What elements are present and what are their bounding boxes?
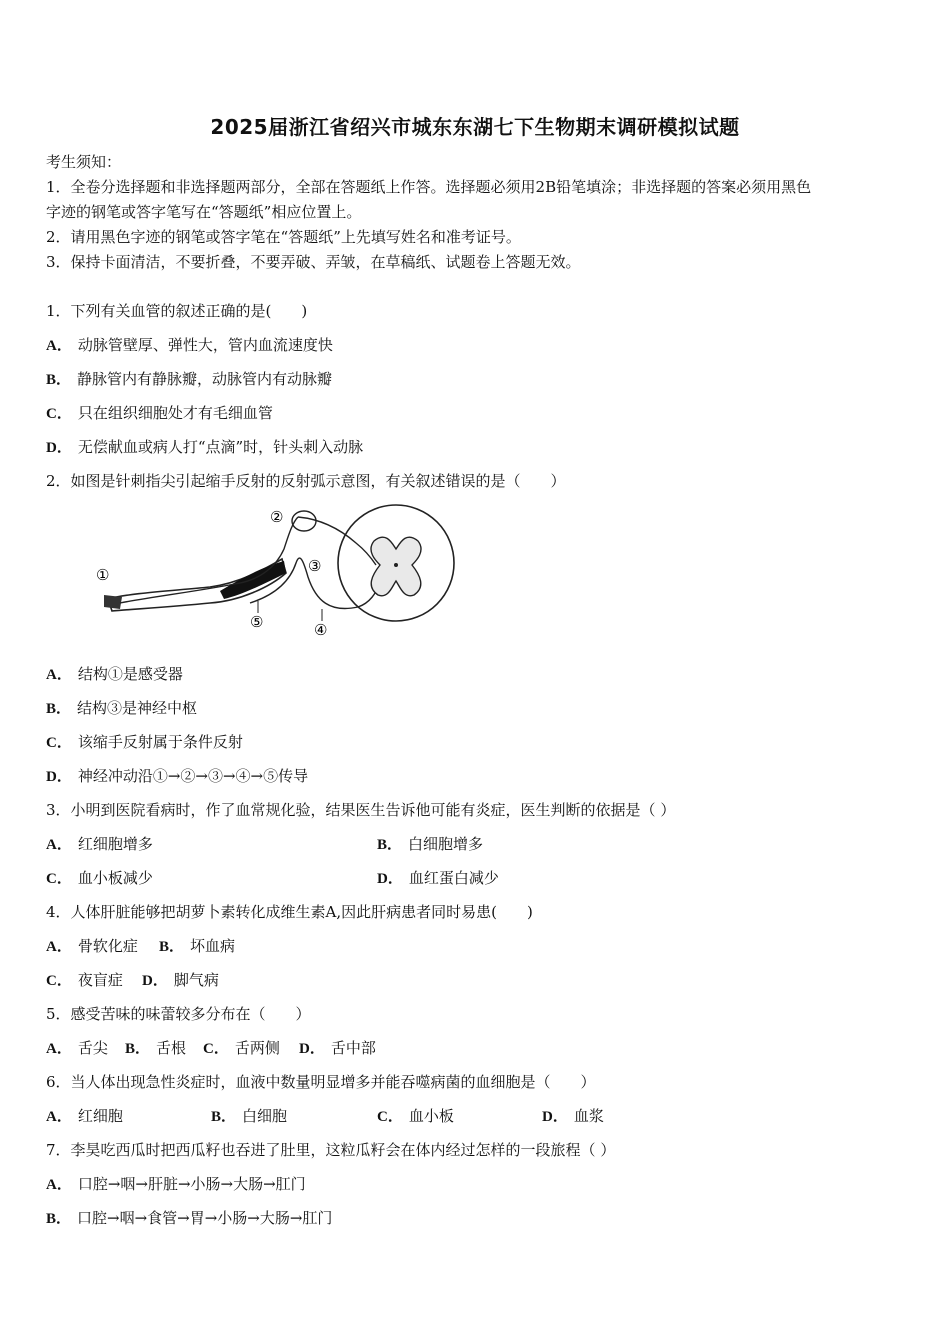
notice-item: 2．请用黑色字迹的钢笔或答字笔在“答题纸”上先填写姓名和准考证号。 [46,228,521,246]
question-1-option-c[interactable] [46,403,273,424]
reflex-arc-diagram [90,503,470,648]
option-text: 白细胞增多 [408,835,484,853]
option-letter: B． [46,1211,72,1227]
option-letter: C． [46,973,72,989]
exam-title: 2025届浙江省绍兴市城东东湖七下生物期末调研模拟试题 [210,115,740,139]
diagram-label-3: ③ [308,557,322,575]
notice-item: 字迹的钢笔或答字笔写在“答题纸”相应位置上。 [46,203,362,221]
option-letter: D． [299,1041,325,1057]
option-text: 结构③是神经中枢 [77,699,198,717]
option-letter: D． [542,1109,568,1125]
option-letter: B． [46,701,72,717]
question-1-stem: 1．下列有关血管的叙述正确的是( ) [46,302,308,320]
option-text: 红细胞 [77,1107,123,1125]
option-letter: D． [46,769,72,785]
option-letter: A． [46,1109,72,1125]
notice-heading: 考生须知： [46,153,122,171]
question-3-option-d[interactable] [377,868,499,889]
option-letter: C． [46,871,72,887]
central-canal [394,563,398,567]
question-4-option-d[interactable] [142,970,219,991]
option-text: 舌中部 [330,1039,376,1057]
question-5-stem: 5．感受苦味的味蕾较多分布在（ ） [46,1005,311,1023]
option-text: 舌根 [156,1039,187,1057]
option-text: 血小板 [408,1107,454,1125]
question-2-option-b[interactable] [46,698,197,719]
question-7-option-b[interactable] [46,1208,332,1229]
option-letter: C． [46,735,72,751]
option-letter: D． [142,973,168,989]
sensory-nerve [120,517,298,603]
notice-item: 1．全卷分选择题和非选择题两部分，全部在答题纸上作答。选择题必须用2B铅笔填涂；非选择题的答案必须用黑色 [46,178,812,196]
option-text: 只在组织细胞处才有毛细血管 [77,404,273,422]
question-3-option-b[interactable] [377,834,483,855]
diagram-label-2: ② [270,508,284,526]
option-text: 动脉管壁厚、弹性大，管内血流速度快 [77,336,333,354]
option-text: 神经冲动沿①→②→③→④→⑤传导 [77,767,309,785]
question-4-stem: 4．人体肝脏能够把胡萝卜素转化成维生素A,因此肝病患者同时易患( ) [46,903,533,921]
diagram-label-5: ⑤ [250,613,264,631]
option-text: 该缩手反射属于条件反射 [77,733,243,751]
option-text: 舌尖 [77,1039,108,1057]
option-letter: C． [203,1041,229,1057]
option-text: 血浆 [573,1107,604,1125]
question-2-stem: 2．如图是针刺指尖引起缩手反射的反射弧示意图，有关叙述错误的是（ ） [46,472,566,490]
fingertip [104,595,122,609]
option-letter: D． [46,440,72,456]
question-6-option-a[interactable] [46,1106,123,1127]
question-1-option-b[interactable] [46,369,332,390]
question-3-stem: 3．小明到医院看病时，作了血常规化验，结果医生告诉他可能有炎症，医生判断的依据是（ ） [46,801,676,819]
question-5-option-c[interactable] [203,1038,280,1059]
diagram-label-1: ① [96,566,110,584]
question-6-stem: 6．当人体出现急性炎症时，血液中数量明显增多并能吞噬病菌的血细胞是（ ） [46,1073,596,1091]
question-1-option-d[interactable] [46,437,363,458]
option-text: 口腔→咽→食管→胃→小肠→大肠→肛门 [77,1209,333,1227]
question-4-option-a[interactable] [46,936,138,957]
option-letter: D． [377,871,403,887]
question-2-option-c[interactable] [46,732,243,753]
option-text: 白细胞 [242,1107,288,1125]
option-text: 坏血病 [190,937,236,955]
diagram-label-4: ④ [314,621,328,639]
option-text: 血小板减少 [77,869,153,887]
question-1-option-a[interactable] [46,335,333,356]
question-3-option-a[interactable] [46,834,153,855]
option-text: 脚气病 [173,971,219,989]
option-letter: A． [46,837,72,853]
option-text: 血红蛋白减少 [408,869,499,887]
question-7-stem: 7．李昊吃西瓜时把西瓜籽也吞进了肚里，这粒瓜籽会在体内经过怎样的一段旅程（ ） [46,1141,616,1159]
option-letter: A． [46,338,72,354]
option-text: 红细胞增多 [77,835,153,853]
question-2-option-d[interactable] [46,766,308,787]
option-letter: C． [377,1109,403,1125]
question-5-option-b[interactable] [125,1038,186,1059]
option-letter: B． [46,372,72,388]
option-text: 结构①是感受器 [77,665,183,683]
option-text: 夜盲症 [77,971,123,989]
notice-item: 3．保持卡面清洁，不要折叠，不要弄破、弄皱，在草稿纸、试题卷上答题无效。 [46,253,581,271]
option-letter: A． [46,1041,72,1057]
option-letter: B． [377,837,403,853]
option-text: 骨软化症 [77,937,138,955]
question-7-option-a[interactable] [46,1174,306,1195]
option-text: 静脉管内有静脉瓣，动脉管内有动脉瓣 [77,370,333,388]
question-6-option-c[interactable] [377,1106,454,1127]
question-5-option-d[interactable] [299,1038,376,1059]
question-5-option-a[interactable] [46,1038,108,1059]
option-text: 舌两侧 [234,1039,280,1057]
option-letter: C． [46,406,72,422]
option-letter: A． [46,939,72,955]
option-letter: A． [46,667,72,683]
question-2-option-a[interactable] [46,664,183,685]
option-letter: B． [211,1109,237,1125]
option-letter: A． [46,1177,72,1193]
option-letter: B． [125,1041,151,1057]
option-text: 口腔→咽→肝脏→小肠→大肠→肛门 [77,1175,306,1193]
question-4-option-b[interactable] [159,936,235,957]
question-6-option-d[interactable] [542,1106,604,1127]
question-6-option-b[interactable] [211,1106,287,1127]
question-3-option-c[interactable] [46,868,153,889]
question-4-option-c[interactable] [46,970,123,991]
option-letter: B． [159,939,185,955]
option-text: 无偿献血或病人打“点滴”时，针头刺入动脉 [77,438,364,456]
